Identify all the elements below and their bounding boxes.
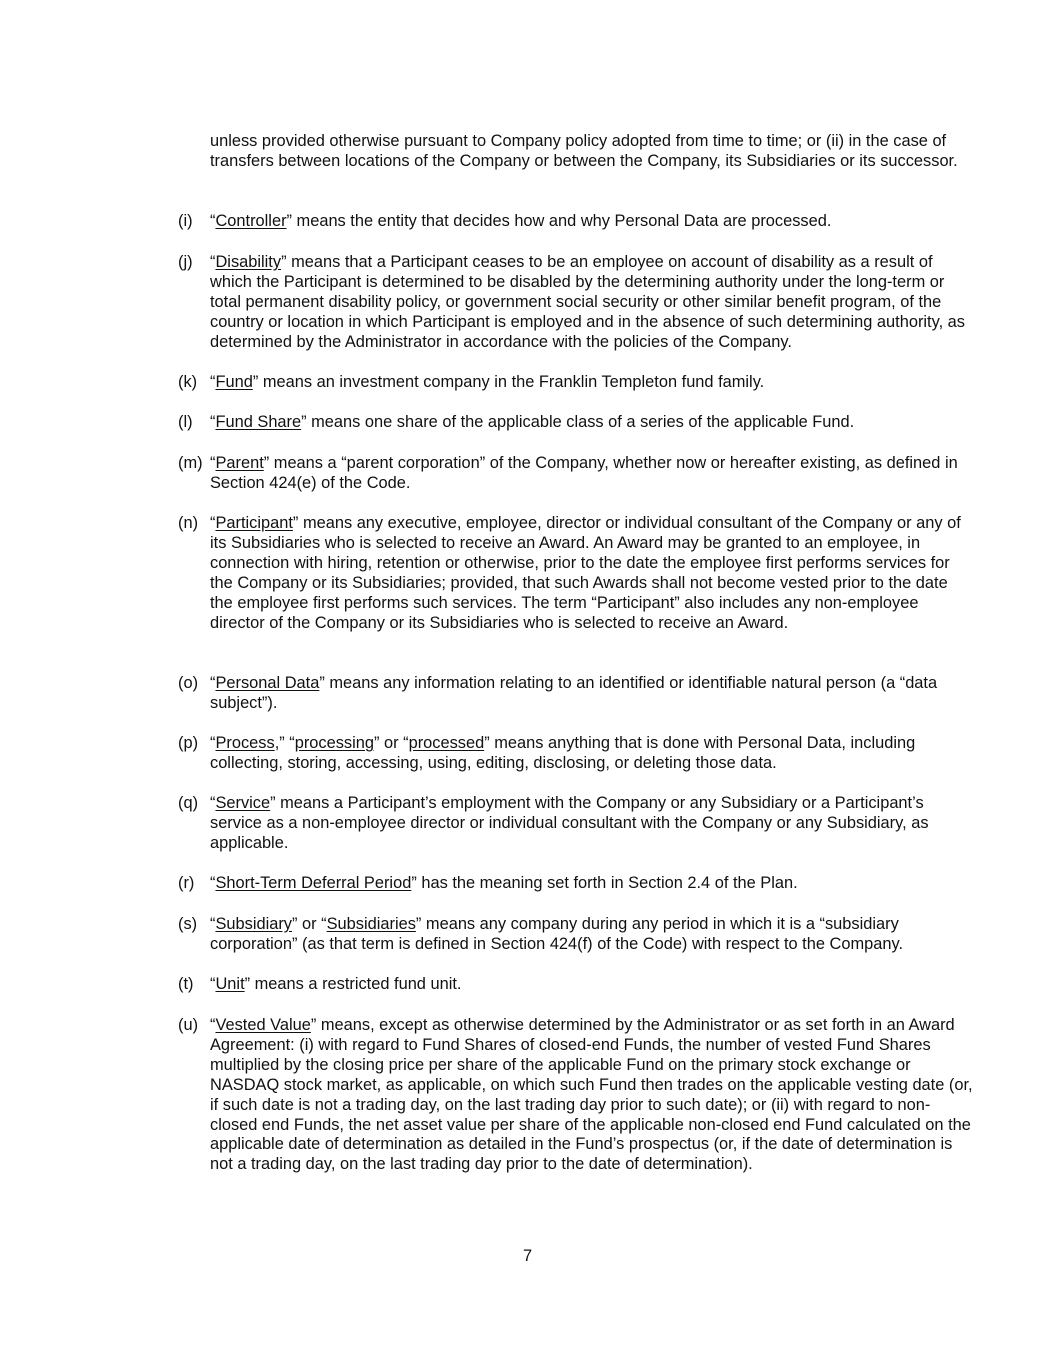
open-quote: “ bbox=[210, 413, 216, 431]
definition-item-fund-share bbox=[178, 413, 978, 433]
open-quote: “ bbox=[210, 212, 216, 230]
open-quote: “ bbox=[210, 734, 216, 752]
defined-term: Controller bbox=[215, 212, 287, 230]
item-label: (u) bbox=[178, 1016, 199, 1034]
item-label: (q) bbox=[178, 794, 199, 812]
close-quote: ” bbox=[301, 413, 307, 431]
defined-term: processed bbox=[408, 734, 485, 752]
item-label: (j) bbox=[178, 253, 193, 271]
defined-term: Personal Data bbox=[215, 674, 320, 692]
term-separator: ,” “ bbox=[274, 734, 295, 752]
item-label: (m) bbox=[178, 454, 203, 472]
definition-text: means one share of the applicable class of a series of the applicable Fund. bbox=[306, 413, 855, 431]
item-label: (i) bbox=[178, 212, 193, 230]
item-label: (p) bbox=[178, 734, 199, 752]
definition-text: means the entity that decides how and why Personal Data are processed. bbox=[292, 212, 832, 230]
term-separator: ” or “ bbox=[292, 915, 327, 933]
defined-term: Subsidiaries bbox=[326, 915, 416, 933]
definition-body bbox=[210, 674, 975, 714]
definition-text: means an investment company in the Franklin Templeton fund family. bbox=[258, 373, 765, 391]
close-quote: ” bbox=[286, 212, 292, 230]
close-quote: ” bbox=[244, 975, 251, 993]
definition-body bbox=[210, 1016, 975, 1175]
open-quote: “ bbox=[210, 1016, 216, 1034]
definition-text: means a restricted fund unit. bbox=[250, 975, 462, 993]
open-quote: “ bbox=[210, 674, 216, 692]
defined-term: Parent bbox=[215, 454, 264, 472]
continuation-paragraph: unless provided otherwise pursuant to Company policy adopted from time to time; or (ii) in the case of transfers between locations of the Company or between the Company, its Subsidiaries or its successor. bbox=[210, 132, 958, 170]
open-quote: “ bbox=[210, 975, 216, 993]
defined-term: Fund bbox=[215, 373, 253, 391]
definition-item-fund bbox=[178, 373, 978, 393]
open-quote: “ bbox=[210, 915, 216, 933]
definition-body bbox=[210, 212, 975, 232]
defined-term: Disability bbox=[215, 253, 282, 271]
definition-item-unit bbox=[178, 975, 978, 995]
definition-item-participant bbox=[178, 514, 978, 633]
open-quote: “ bbox=[210, 794, 216, 812]
open-quote: “ bbox=[210, 874, 216, 892]
close-quote: ” bbox=[263, 454, 270, 472]
defined-term: Subsidiary bbox=[215, 915, 292, 933]
term-separator: ” or “ bbox=[373, 734, 409, 752]
item-label: (t) bbox=[178, 975, 194, 993]
close-quote: ” bbox=[319, 674, 325, 692]
defined-term: processing bbox=[294, 734, 374, 752]
defined-term: Fund Share bbox=[215, 413, 302, 431]
close-quote: ” bbox=[281, 253, 287, 271]
close-quote: ” bbox=[252, 373, 259, 391]
page-number: 7 bbox=[522, 1247, 533, 1265]
item-label: (n) bbox=[178, 514, 199, 532]
definition-item-subsidiary bbox=[178, 915, 978, 955]
definition-text: means anything that is done with Personal Data, including collecting, storing, accessing, using, editing, disclosing, or deleting those data. bbox=[210, 734, 916, 772]
item-label: (o) bbox=[178, 674, 199, 692]
open-quote: “ bbox=[210, 514, 216, 532]
close-quote: ” bbox=[292, 514, 299, 532]
open-quote: “ bbox=[210, 253, 216, 271]
definition-body bbox=[210, 454, 975, 494]
item-label: (k) bbox=[178, 373, 198, 391]
defined-term: Vested Value bbox=[215, 1016, 311, 1034]
definition-body bbox=[210, 915, 975, 955]
definition-body bbox=[210, 975, 975, 995]
defined-term: Unit bbox=[215, 975, 245, 993]
close-quote: ” bbox=[415, 915, 422, 933]
definition-item-short-term-deferral-period bbox=[178, 874, 978, 894]
definition-body bbox=[210, 874, 975, 894]
item-label: (s) bbox=[178, 915, 198, 933]
defined-term: Short-Term Deferral Period bbox=[215, 874, 412, 892]
item-label: (r) bbox=[178, 874, 195, 892]
definition-item-personal-data bbox=[178, 674, 978, 714]
definition-text: means that a Participant ceases to be an employee on account of disability as a result of which the Participant is determined to be disabled by the determining authority under the long-term or total permanent disability policy, or government social security or other similar benefit program, of the country or location in which Participant is employed and in the absence of such determining authority, as determined by the Administrator in accordance with the policies of the Company. bbox=[210, 253, 965, 351]
item-label: (l) bbox=[178, 413, 193, 431]
defined-term: Service bbox=[215, 794, 271, 812]
definition-text: means a Participant’s employment with the Company or any Subsidiary or a Participant’s service as a non-employee director or individual consultant with the Company or any Subsidiary, as applicable. bbox=[210, 794, 929, 852]
definition-body bbox=[210, 413, 975, 433]
definition-item-service bbox=[178, 794, 978, 854]
definition-text: means any company during any period in which it is a “subsidiary corporation” (as that term is defined in Section 424(f) of the Code) with respect to the Company. bbox=[210, 915, 903, 953]
definition-text: means, except as otherwise determined by the Administrator or as set forth in an Award Agreement: (i) with regard to Fund Shares of closed-end Funds, the number of vested Fund Shares multiplied by the closing price per share of the applicable Fund on the primary stock exchange or NASDAQ stock market, as applicable, on which such Fund then trades on the applicable vesting date (or, if such date is not a trading day, on the last trading day prior to such date); or (ii) with regard to non-closed end Funds, the net asset value per share of the applicable non-closed end Fund calculated on the applicable date of determination as detailed in the Fund’s prospectus (or, if the date of determination is not a trading day, on the last trading day prior to the date of determination). bbox=[210, 1016, 973, 1174]
definition-item-disability bbox=[178, 253, 978, 353]
definition-body bbox=[210, 794, 975, 854]
open-quote: “ bbox=[210, 454, 216, 472]
definition-body bbox=[210, 734, 975, 774]
definition-item-vested-value bbox=[178, 1016, 978, 1175]
close-quote: ” bbox=[270, 794, 276, 812]
definition-text: means any information relating to an identified or identifiable natural person (a “data subject”). bbox=[210, 674, 938, 712]
defined-term: Participant bbox=[215, 514, 293, 532]
definition-text: means any executive, employee, director or individual consultant of the Company or any of its Subsidiaries who is selected to receive an Award. An Award may be granted to an employee, in connection with hiring, retention or otherwise, prior to the date the employee first performs services for the Company or its Subsidiaries; provided, that such Awards shall not become vested prior to the date the employee first performs such services. The term “Participant” also includes any non-employee director of the Company or its Subsidiaries who is selected to receive an Award. bbox=[210, 514, 961, 632]
definition-body bbox=[210, 253, 975, 353]
definition-body bbox=[210, 373, 975, 393]
definition-text: has the meaning set forth in Section 2.4 of the Plan. bbox=[416, 874, 798, 892]
definition-item-controller bbox=[178, 212, 978, 232]
open-quote: “ bbox=[210, 373, 216, 391]
definition-text: means a “parent corporation” of the Company, whether now or hereafter existing, as defined in Section 424(e) of the Code. bbox=[210, 454, 958, 492]
close-quote: ” bbox=[411, 874, 417, 892]
defined-term: Process bbox=[215, 734, 275, 752]
definition-item-process bbox=[178, 734, 978, 774]
definition-body bbox=[210, 514, 975, 633]
close-quote: ” bbox=[310, 1016, 317, 1034]
definition-item-parent bbox=[178, 454, 978, 494]
close-quote: ” bbox=[484, 734, 490, 752]
